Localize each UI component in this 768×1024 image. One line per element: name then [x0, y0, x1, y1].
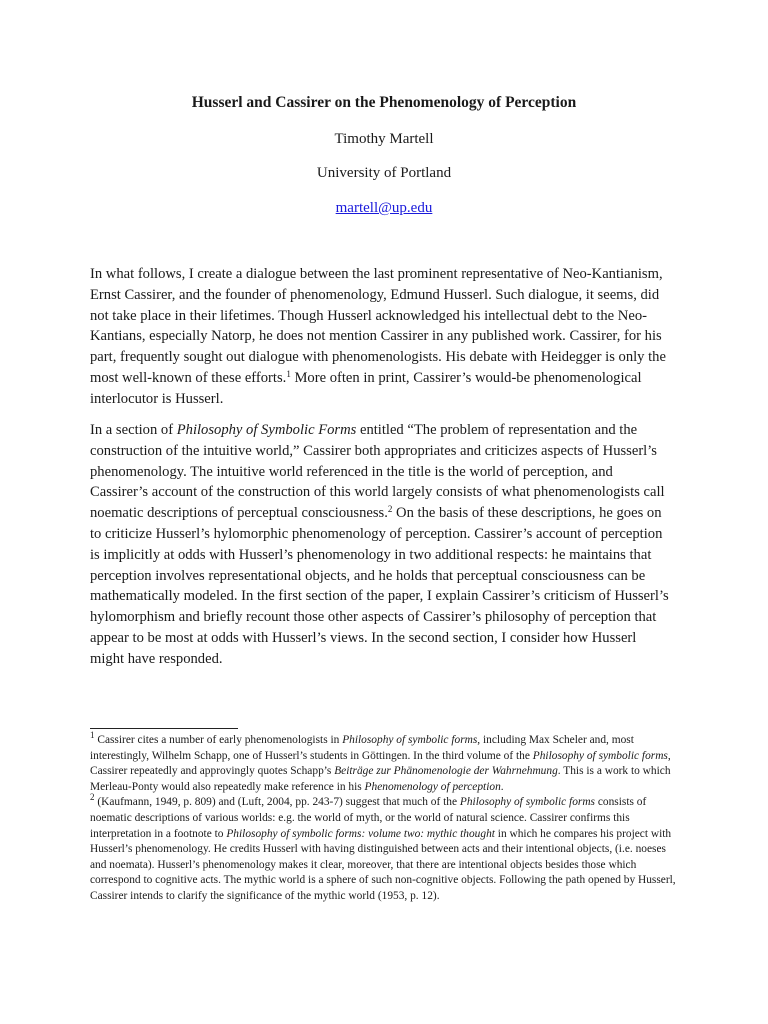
footnote-text: , Cassirer repeatedly and approvingly quotes Schapp’s [90, 749, 671, 778]
paper-title: Husserl and Cassirer on the Phenomenology of Perception [191, 94, 577, 111]
footnote-text: , including Max Scheler and, most interestingly, Wilhelm Schapp, one of Husserl’s students in Göttingen. In the third volume of the [90, 734, 634, 762]
footnote-number: 1 [90, 730, 95, 740]
paragraph-text: On the basis of these descriptions, he goes on to criticize Husserl’s hylomorphic phenomenology of perception. Cassirer’s account of perception is implicitly at odds with Husserl’s phenomenology in two additional respects: he maintains that perception involves representational objects, and he holds that perceptual consciousness can be mathematically modeled. In the first section of the paper, I explain Cassirer’s criticism of Husserl’s hylomorphism and briefly recount those other aspects of Cassirer’s philosophy of perception that appear to be most at odds with Husserl’s views. In the second section, I consider how Husserl might have responded. [90, 505, 669, 667]
footnotes [90, 730, 680, 905]
paragraph-text: In a section of [90, 422, 177, 438]
footnote-ref-2[interactable]: 2 [387, 504, 393, 515]
footnote-text: (Kaufmann, 1949, p. 809) and (Luft, 2004, pp. 243-7) suggest that much of the [94, 796, 460, 809]
footnote-italic: Philosophy of symbolic forms: volume two: mythic thought [226, 827, 495, 840]
author-email-line [0, 200, 768, 217]
footnote-italic: Phenomenology of perception [364, 780, 501, 793]
body-paragraph-1 [90, 264, 672, 410]
author-affiliation: University of Portland [316, 165, 452, 181]
footnote-italic: Philosophy of symbolic forms [459, 796, 595, 809]
footnote-text: consists of noematic descriptions of various worlds: e.g. the world of myth, or the world of natural science. Cassirer confirms this interpretation in a footnote to [90, 796, 647, 840]
book-title: Philosophy of Symbolic Forms [176, 422, 357, 438]
author-name: Timothy Martell [334, 131, 434, 147]
footnote-text: . [500, 780, 504, 793]
footnote-italic: Beiträge zur Phänomenologie der Wahrnehmung [334, 765, 558, 778]
paragraph-text: More often in print, Cassirer’s would-be phenomenological interlocutor is Husserl. [90, 369, 642, 407]
footnote-text: . This is a work to which Merleau-Ponty would also repeatedly make reference in his [90, 765, 671, 793]
footnote-text: in which he compares his project with Husserl’s phenomenology. He credits Husserl with having distinguished between acts and their intentional objects, (i.e. noeses and noemata). Husserl’s phenomenology makes it clear, moreover, that there are intentional objects besides those which correspond to cognitive acts. The mythic world is a sphere of such non-cognitive objects. Following the path opened by Husserl, Cassirer intends to clarify the significance of the mythic world (1953, p. 12). [90, 827, 676, 902]
author-email-link[interactable]: martell@up.edu [335, 200, 433, 216]
footnote-text: Cassirer cites a number of early phenomenologists in [94, 734, 343, 746]
footnote-ref-1[interactable]: 1 [286, 368, 291, 379]
paragraph-text: In what follows, I create a dialogue between the last prominent representative of Neo-Kantianism, Ernst Cassirer, and the founder of phenomenology, Edmund Husserl. Such dialogue, it seems, did not take place in their lifetimes. Though Husserl acknowledged his intellectual debt to the Neo-Kantians, especially Natorp, he does not mention Cassirer in any published work. Cassirer, for his part, frequently sought out dialogue with phenomenologists. His debate with Heidegger is only the most well-known of these efforts. [90, 266, 666, 386]
paragraph-text: entitled “The problem of representation and the construction of the intuitive world,” Cassirer both appropriates and criticizes aspects of Husserl’s phenomenology. The intuitive world referenced in the title is the world of perception, and Cassirer’s account of the construction of this world largely consists of what phenomenologists call noematic descriptions of perceptual consciousness. [90, 422, 665, 522]
footnote-italic: Philosophy of symbolic forms [342, 734, 478, 746]
footnote-2 [90, 792, 680, 904]
footnote-number: 2 [90, 792, 95, 803]
body-paragraph-2 [90, 420, 672, 670]
footnote-separator [90, 728, 238, 729]
footnote-1 [90, 730, 680, 795]
footnote-italic: Philosophy of symbolic forms [532, 749, 668, 762]
